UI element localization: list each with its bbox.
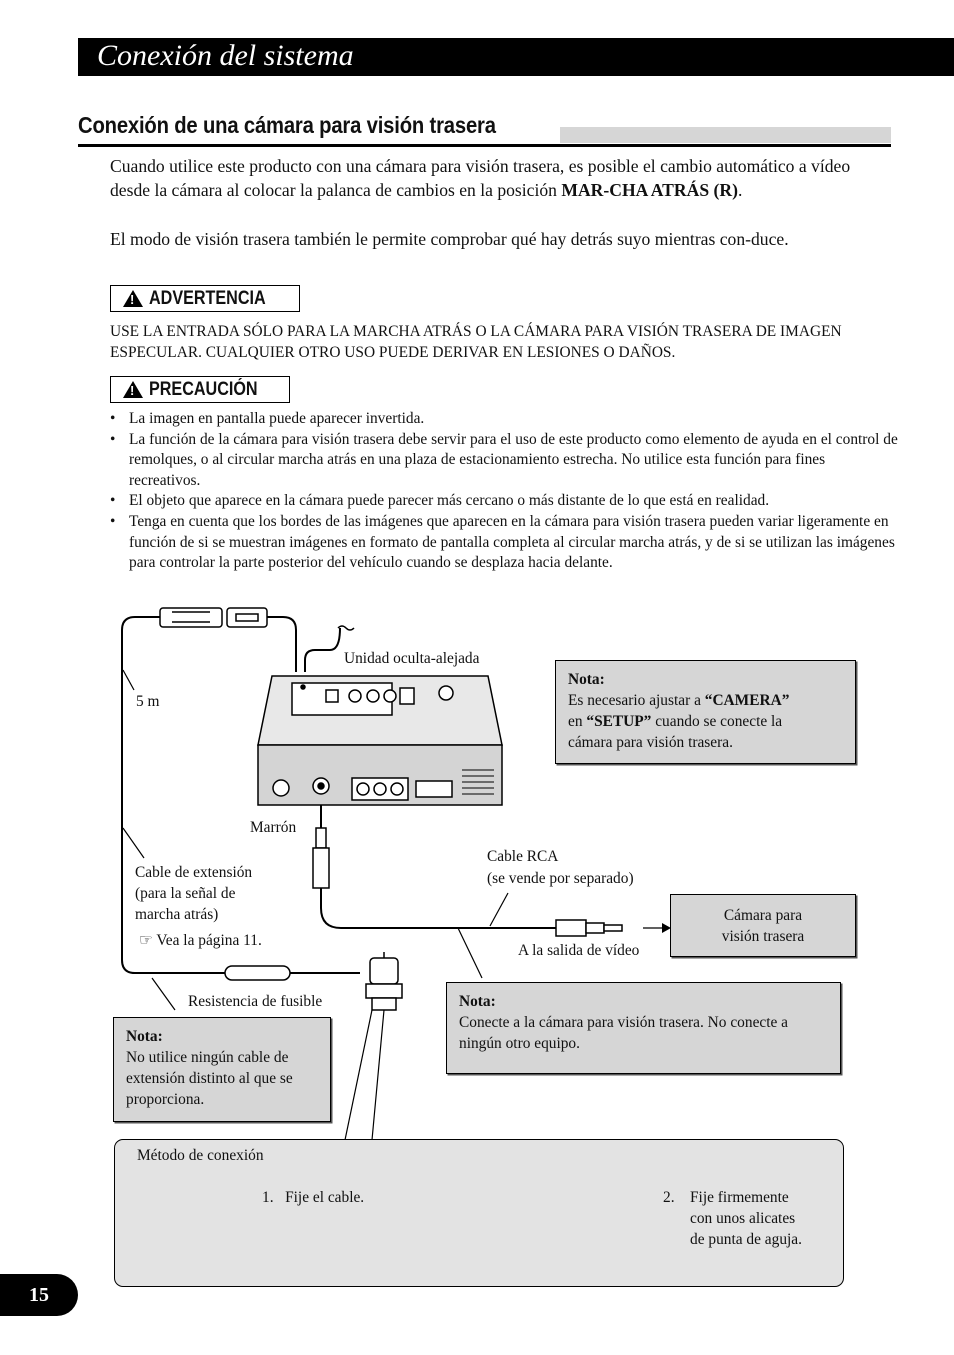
note-bold-text: “CAMERA” xyxy=(704,692,790,709)
fuse-label: Resistencia de fusible xyxy=(188,993,323,1010)
caution-label-box xyxy=(110,376,290,403)
ext-cable-line: marcha atrás) xyxy=(135,906,219,923)
note-text: Es necesario ajustar a xyxy=(568,692,705,709)
intro-text: Cuando utilice este producto con una cámara para visión trasera, es posible el cambio automático a vídeo desde la cámara al colocar la palanca de cambios en la posición xyxy=(110,156,851,201)
unit-label: Unidad oculta-alejada xyxy=(344,650,480,667)
page-header-title: Conexión del sistema xyxy=(97,39,354,72)
warning-label-box xyxy=(110,285,300,312)
camera-box xyxy=(670,894,856,957)
list-item: • La imagen en pantalla puede aparecer invertida. xyxy=(110,409,900,430)
note-camera-only xyxy=(446,982,841,1074)
list-item: • La función de la cámara para visión trasera debe servir para el uso de este producto como elemento de ayuda en el control de remolques, o al circular marcha atrás en una plaza de estacionamiento estrecha. No utilice esta función para fines recreativos. xyxy=(110,430,900,492)
intro-paragraph-1 xyxy=(110,154,866,202)
section-rule xyxy=(78,144,891,147)
intro-text-end: . xyxy=(737,180,743,201)
method-step-2-number: 2. xyxy=(663,1189,675,1206)
note-title: Nota: xyxy=(568,671,605,688)
ext-cable-line: (para la señal de xyxy=(135,885,236,902)
intro-bold-text: MAR-CHA ATRÁS (R) xyxy=(561,180,738,201)
note-text: cámara para visión trasera. xyxy=(568,734,733,751)
video-output-label: A la salida de vídeo xyxy=(518,942,640,959)
note-camera-setup xyxy=(555,660,856,764)
rca-cable-label: Cable RCA xyxy=(487,848,559,865)
see-page-reference xyxy=(139,930,262,951)
camera-label-line: Cámara para xyxy=(723,907,803,924)
step-text: Fije firmemente xyxy=(690,1189,789,1206)
step-text: de punta de aguja. xyxy=(690,1231,802,1248)
length-label: 5 m xyxy=(136,693,160,710)
caution-label: PRECAUCIÓN xyxy=(149,378,258,400)
warning-label: ADVERTENCIA xyxy=(149,287,266,309)
warning-triangle-icon: ! xyxy=(123,290,143,307)
method-title: Método de conexión xyxy=(137,1147,264,1164)
brown-wire-label: Marrón xyxy=(250,819,297,836)
section-title-shade xyxy=(560,127,891,143)
note-title: Nota: xyxy=(126,1028,163,1045)
intro-paragraph-2: El modo de visión trasera también le permite comprobar qué hay detrás suyo mientras con-duce. xyxy=(110,229,789,249)
warning-triangle-icon: ! xyxy=(123,381,143,398)
note-bold-text: “SETUP” xyxy=(586,713,652,730)
step-text: con unos alicates xyxy=(690,1210,796,1227)
section-title: Conexión de una cámara para visión trasera xyxy=(78,112,496,138)
page-number: 15 xyxy=(0,1274,78,1316)
see-page-text: Vea la página 11. xyxy=(156,932,262,949)
pointing-hand-icon: ☞ xyxy=(139,932,153,949)
note-text: Conecte a la cámara para visión trasera. No conecte a ningún otro equipo. xyxy=(459,1014,789,1052)
warning-text: USE LA ENTRADA SÓLO PARA LA MARCHA ATRÁS O LA CÁMARA PARA VISIÓN TRASERA DE IMAGEN ESPECULAR. CUALQUIER OTRO USO PUEDE DERIVAR EN LESIONES O DAÑOS. xyxy=(110,323,842,361)
list-item: • Tenga en cuenta que los bordes de las imágenes que aparecen en la cámara para visión trasera pueden variar ligeramente en función de si se muestran imágenes en formato de pantalla completa al circular marcha atrás, y de si se utilizan las imágenes para controlar la parte posterior del vehículo cuando se desplaza hacia delante. xyxy=(110,512,900,574)
note-text: en xyxy=(568,713,587,730)
note-title: Nota: xyxy=(459,993,496,1010)
note-extension-cable xyxy=(113,1017,331,1122)
camera-label-line: visión trasera xyxy=(721,928,805,945)
note-text: No utilice ningún cable de extensión distinto al que se proporciona. xyxy=(126,1049,293,1108)
method-step-1 xyxy=(262,1187,364,1208)
list-item: • El objeto que aparece en la cámara puede parecer más cercano o más distante de lo que está en realidad. xyxy=(110,491,900,512)
rca-sold-separately: (se vende por separado) xyxy=(487,870,634,887)
caution-list xyxy=(110,409,900,574)
ext-cable-label xyxy=(135,862,252,925)
note-text: cuando se conecte la xyxy=(651,713,783,730)
step-text: Fije el cable. xyxy=(285,1189,365,1206)
ext-cable-line: Cable de extensión xyxy=(135,864,253,881)
method-step-2 xyxy=(690,1187,802,1250)
step-number: 1. xyxy=(262,1189,274,1206)
